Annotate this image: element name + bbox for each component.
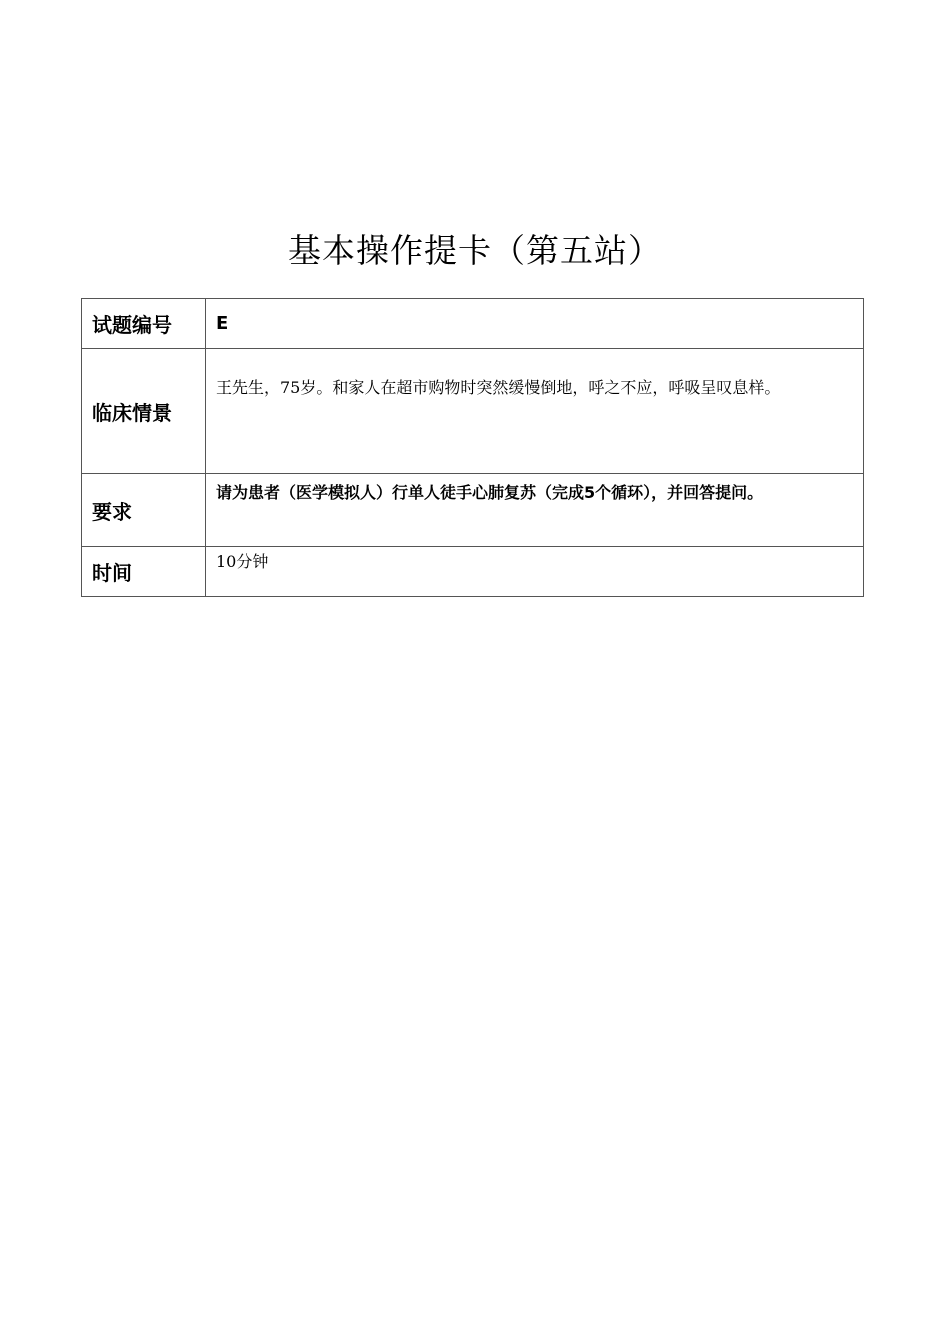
time-label: 时间 — [82, 547, 206, 597]
table-row-exam-id — [82, 299, 864, 349]
page-title: 基本操作提卡（第五站） — [288, 231, 662, 270]
clinical-scenario-value: 王先生，75岁。和家人在超市购物时突然缓慢倒地，呼之不应，呼吸呈叹息样。 — [216, 378, 781, 397]
table-row-time — [82, 547, 864, 597]
exam-id-label: 试题编号 — [82, 299, 206, 349]
requirement-value: 请为患者（医学模拟人）行单人徒手心肺复苏（完成5个循环），并回答提问。 — [216, 483, 764, 502]
table-row-requirement — [82, 474, 864, 547]
exam-card-table — [81, 298, 864, 597]
clinical-scenario-cell — [206, 349, 864, 474]
time-cell — [206, 547, 864, 597]
table-row-clinical-scenario — [82, 349, 864, 474]
exam-id-cell — [206, 299, 864, 349]
requirement-label: 要求 — [82, 474, 206, 547]
time-value: 10分钟 — [216, 552, 269, 571]
requirement-cell — [206, 474, 864, 547]
clinical-scenario-label: 临床情景 — [82, 349, 206, 474]
exam-id-value: E — [216, 313, 229, 334]
